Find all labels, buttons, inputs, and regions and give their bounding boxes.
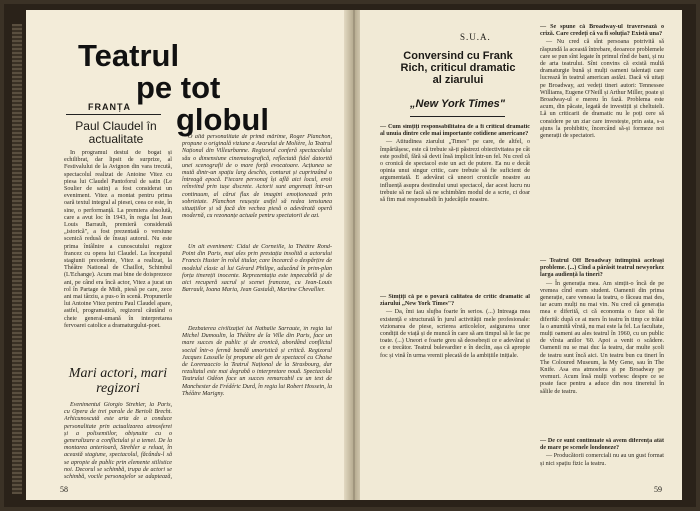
page-number-left: 58	[60, 485, 68, 494]
title-line-2: pe tot	[136, 70, 221, 105]
country-heading-france: FRANȚA	[88, 102, 131, 112]
subheading-claudel: Paul Claudel în actualitate	[75, 119, 157, 146]
interview-column-2c	[540, 438, 664, 482]
interview-column-1	[380, 124, 530, 292]
title-line-3: globul	[176, 102, 269, 137]
article-column-2c	[182, 326, 332, 478]
interview-column-2	[540, 24, 664, 256]
answer: — Producătorii comerciali nu au un gust format și nici spațiu fizic la teatru.	[540, 453, 664, 467]
title-line-1: Teatrul	[78, 38, 180, 73]
question: — Teatrul Off Broadway întimpină aceleași probleme. (...) Cînd a părăsit teatrul newyorkez larga audiență la tineri?	[540, 258, 664, 279]
divider	[66, 114, 161, 115]
article-column-2	[182, 134, 332, 242]
country-heading-usa: S.U.A.	[460, 32, 491, 42]
paragraph: O altă personalitate de primă mărime, Roger Planchon, propune o originală viziune a Avarului de Molière, la Teatrul Național din Villeurbanne. Regizorul conferă spectacolului său o dimensiune cinematografică, reflectată fidel datorită unei scenografii de o mare forță evocatoare. Acțiunea se mută dintr-un spațiu larg deschis, conturat și cuprinzând o întreagă epocă. Fiecare personaj își află aici locul, eroii reînviind prin tușe discrete. Actorii sunt angrenați într-un continuum, al cărui flux de imagini emoționează prin sobrietate. Planchon reușește astfel să redea tensiunea situațiilor și să facă din vechea piesă o adevărată operă modernă, cu rezonanțe actuale pentru spectatorii de azi.	[182, 134, 332, 220]
interview-column-1b	[380, 294, 530, 480]
paragraph: In programul destul de bogat și echilibrat, dar lipsit de surprize, al Festivalului de la Avignon din vara trecută, spectacolul realizat de Antoine Vitez cu piesa lui Claudel Pantoforul de satin (Le Soulier de satin) a fost considerat un eveniment. Vitez a montat pentru prima oară textul integral al piesei, ceea ce este, în sine, o performanță. La premiera absolută, care a avut loc în 1943, în regia lui Jean Louis Barrault, premieră considerată „istorică", a fost prezentată o versiune scenică redusă de însuși autorul. Nu este prima întâlnire a cunoscutului regizor francez cu opera lui Claudel. La începutul stagiunii precedente, Vitez a realizat, la Théâtre National de Chaillot, Schimbul (L'Echange). Acum mai bine de doisprezece ani, pe când era încă actor, Vitez a jucat un rol în Partage de Midi, piesă pe care, zece ani mai târziu, a pus-o în scenă. Propunerile lui Antoine Vitez pentru Paul Claudel apare, astfel, programatică, regizorul căutând o cheie general-umană în interpretarea fervoarei catolice a dramaturgului-poet.	[64, 150, 172, 329]
answer: — În generația mea. Am simțit-o încă de pe vremea cînd eram student. Oamenii din prima generație, care veneau la teatru, o făceau mai des, iar acum mulți nu mai vin. Nu cred că generația mea e diferită, ci că economia o face să fie diferită: după ce ai mers în teatru în timp ce trăiai la o anumită vîrstă, nu mai este la fel. La facultate, mulți oameni au ales teatrul în 1960, cu un public de vîrsta anilor '60. Apoi a venit o scădere. Oamenii nu se mai duc la teatru, dar multe școli de teatru sunt încă aici. Un teatru bun cu tineri în The Coloured Museum, la My Gene, sau în The Knife. Asa era atmosfera și pe Broadway pe vremuri. Acum însă mulți vorbesc despre ce se poate face pentru a aduce din nou tineretul în sălile de teatru.	[540, 280, 664, 395]
interview-headline: Conversind cu Frank Rich, criticul dramatic al ziarului	[400, 50, 516, 86]
article-column-2b	[182, 244, 332, 324]
answer: — Nu cred că sînt persoana potrivită să răspundă la această întrebare, deoarece problemele care se pun sînt legate în primul rînd de bani, și nu de arta teatrului. Sînt convins că există multă dramaturgie bună și mulți oameni talentați care lucrează în teatrul american astăzi. Dacă vă uitați pe Broadway, azi vedeți tineri autori: Tennessee Williams, Eugene O'Neill și Arthur Miller, poate și Broadway-ul e mereu în fază. Problema este acum, din păcate, legată de investiții și cheltuieli. Lă un criticarii de dramatic nu le poți cere să considere pe un ziar care investește, prin asta, s-a ajuns la prohibitiv, încercând să-și formeze noi generații de spectatori.	[540, 39, 664, 140]
section-heading-actors: Mari actori, mari regizori	[68, 366, 168, 396]
paragraph: Un alt eveniment: Cidul de Corneille, la Théâtre Rond-Point din Paris, mai ales prin prestația insolită a actorului Francis Huster în rolul titular, care încearcă o despărțire de modelul clasic al lui Gérard Philipe, aducând în prim-plan forța tinereții inocente. Reprezentația este impecabilă și de aici recuperă sacrul și scenei franceze, cu Jean-Louis Barrault, Ioana Maria, Jean Gastaldi, Martine Chevallier.	[182, 244, 332, 294]
question: — Cum simțiți responsabilitatea de a fi criticul dramatic al unuia dintre cele mai importante cotidiene americane?	[380, 124, 530, 138]
answer: — Da, îmi iau slujba foarte în serios. (...) Intreaga mea existență e structurată în jurul activității mele profesionale: vizionarea de piese, scrierea articolelor, asigurarea unor condiții de viață și de muncă în care să am timpul să le fac pe toate. (...) Uneori e foarte greu să deosebești ce e adevărat și ce e trecător. Teatrul bulevardier e în declin, așa că apropie foc și vină în urma vremii plecată de la ambițiile inițiale.	[380, 309, 530, 359]
magazine-spread	[4, 4, 696, 507]
interview-column-2b	[540, 258, 664, 436]
answer: — Atitudinea ziarului „Times" pe care, de altfel, o împărtășesc, este că trebuie să-ți păstrezi obiectivitatea pe cât este posibil, fără să devii însă implicit într-un fel. Nu cred că o cronică de spectacol este un act de putere. Ea nu e decât opinia unui singur critic, care trebuie să fie suficient de argumentată. E adevărat că uneori cronicile noastre au influență asupra destinului unui spectacol, dar acest lucru nu trebuie să ne facă să ne schimbăm modul de a scrie, ci doar să fim mai responsabili în judecățile noastre.	[380, 139, 530, 204]
paragraph: Dezbaterea civilizației lui Nathalie Sarraute, în regia lui Michel Dumoulin, la Théâtre de la Ville din Paris, face un mare succes de public și de cronică, abordând conflictul social într-o fermă bandă umoristică și critică. Regizorul Jacques Lassalle își propune alt gen de spectacol cu Chaise de Lorenzaccio la Teatrul Național de la Strasbourg, dar rezultatul este mai degrabă o interpretare nouă. Spectacolul Teatrului Odéon face un succes remarcabil cu un text de Manchester de Frédéric Durd, în regia lui Robert Hossein, la Théâtre Marigny.	[182, 326, 332, 397]
book-edge	[12, 24, 22, 494]
divider	[410, 116, 505, 117]
article-column-1b	[64, 402, 172, 480]
newspaper-name: „New York Times"	[410, 98, 505, 110]
question: — Se spune că Broadway-ul traversează o criză. Care credeți că va fi soluția? Există una?	[540, 24, 664, 38]
right-page	[360, 10, 682, 500]
paragraph: Evenimentul Giorgio Strehler, la Paris, cu Opera de trei parale de Bertolt Brecht. Arhicunoscută este arta de a conduce personalitate prin actualizarea atmosferei și a polisemiilor, obișnuite cu o generalizare a conflictului și a temei. De la montarea anterioară, Strehler a reluat, în această stagiune, spectacolul, făcându-l să se apropie de public prin elemente stilistice noi. Decorul se schimbă, trupa de actori se schimbă, vocile personajelor se adaptează,	[64, 402, 172, 480]
article-column-1	[64, 150, 172, 360]
question: — Simțiți că pe o povară calitatea de critic dramatic al ziarului „New York Times"?	[380, 294, 530, 308]
question: — De ce sunt continuate să avem diferența atât de mare pe scenele londoneze?	[540, 438, 664, 452]
left-page	[26, 10, 348, 500]
page-number-right: 59	[654, 485, 662, 494]
